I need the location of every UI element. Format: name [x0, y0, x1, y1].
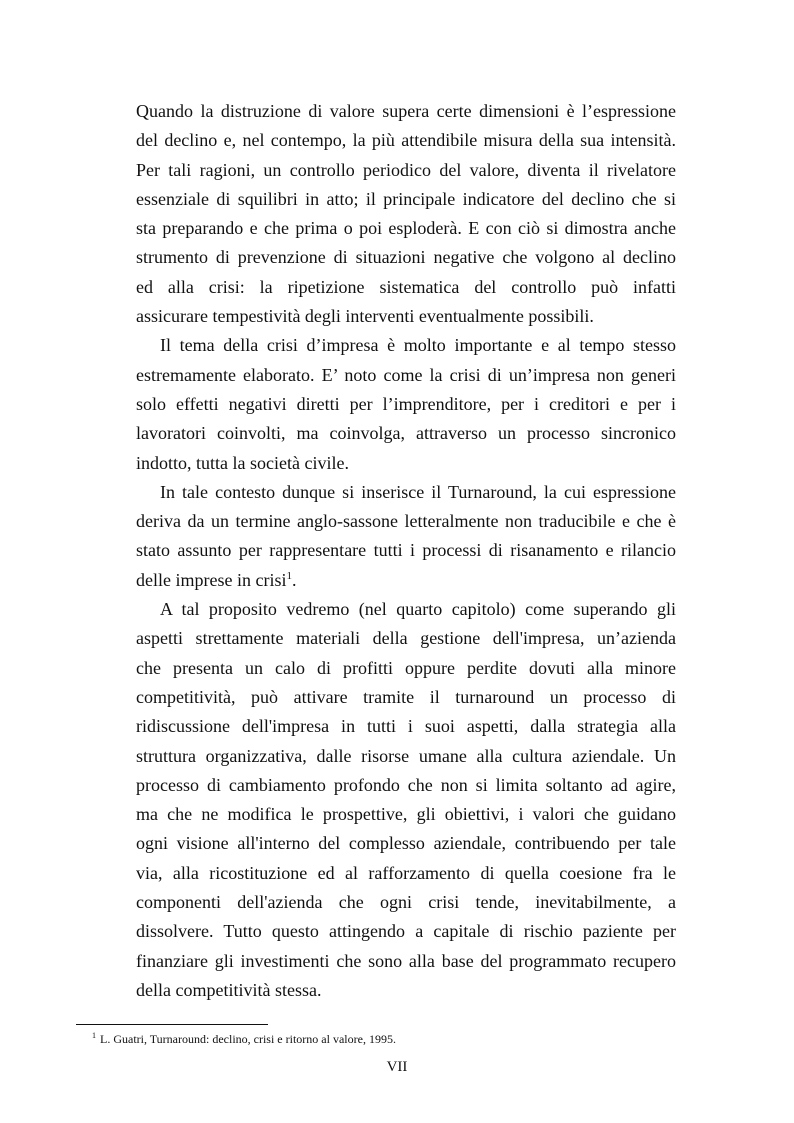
body-text — [136, 97, 676, 1005]
text-line: Quando la distruzione di valore supera certe dimensioni è l’espressione — [136, 101, 676, 121]
text-line — [136, 566, 676, 595]
text-line: ridiscussione dell'impresa in tutti i suoi aspetti, dalla strategia alla — [136, 716, 676, 737]
text-line: estremamente elaborato. E’ noto come la crisi di un’impresa non generi — [136, 364, 676, 385]
text-line: Per tali ragioni, un controllo periodico del valore, diventa il rivelatore — [136, 159, 676, 180]
paragraph — [136, 97, 676, 331]
text-line: aspetti strettamente materiali della gestione dell'impresa, un’azienda — [136, 628, 676, 649]
text-line: A tal proposito vedremo (nel quarto capitolo) come superando gli — [160, 599, 676, 620]
text-line: struttura organizzativa, dalle risorse umane alla cultura aziendale. Un — [136, 745, 676, 766]
text-line: Il tema della crisi d’impresa è molto importante e al tempo stesso — [160, 335, 676, 356]
footnote-number: 1 — [92, 1031, 96, 1040]
text-line: processo di cambiamento profondo che non si limita soltanto ad agire, — [136, 774, 676, 795]
footnote — [92, 1031, 396, 1047]
footnote-reference[interactable]: 1 — [286, 569, 292, 582]
text-line: solo effetti negativi diretti per l’imprenditore, per i creditori e per i — [136, 393, 676, 414]
footnote-text: L. Guatri, Turnaround: declino, crisi e ritorno al valore, 1995. — [100, 1032, 396, 1046]
paragraph — [136, 478, 676, 595]
page-number: VII — [386, 1059, 408, 1075]
text-line: deriva da un termine anglo-sassone letteralmente non traducibile e che è — [136, 511, 676, 532]
text-line: In tale contesto dunque si inserisce il Turnaround, la cui espressione — [160, 481, 676, 502]
text-line: finanziare gli investimenti che sono alla base del programmato recupero — [136, 950, 676, 971]
text-line: via, alla ricostituzione ed al rafforzamento di quella coesione fra le — [136, 862, 676, 883]
text-line: stato assunto per rappresentare tutti i processi di risanamento e rilancio — [136, 540, 676, 561]
text-line: sta preparando e che prima o poi esploderà. E con ciò si dimostra anche — [136, 218, 676, 239]
text-line: ogni visione all'interno del complesso aziendale, contribuendo per tale — [136, 833, 676, 854]
text-line: ma che ne modifica le prospettive, gli obiettivi, i valori che guidano — [136, 804, 676, 825]
text-line: che presenta un calo di profitti oppure perdite dovuti alla minore — [136, 657, 676, 678]
text-line: competitività, può attivare tramite il turnaround un processo di — [136, 686, 676, 707]
paragraph — [136, 595, 676, 1005]
text-line: dissolvere. Tutto questo attingendo a capitale di rischio paziente per — [136, 921, 676, 942]
text-line: essenziale di squilibri in atto; il principale indicatore del declino che si — [136, 188, 676, 209]
text-line: componenti dell'azienda che ogni crisi tende, inevitabilmente, a — [136, 892, 676, 913]
paragraph — [136, 331, 676, 477]
text-line: indotto, tutta la società civile. — [136, 452, 349, 473]
text-line-content: delle imprese in crisi — [136, 569, 287, 590]
text-line: della competitività stessa. — [136, 979, 322, 1000]
text-line: ed alla crisi: la ripetizione sistematica del controllo può infatti — [136, 276, 676, 297]
text-line-punctuation: . — [291, 569, 297, 590]
footnote-separator — [76, 1024, 268, 1025]
text-line: del declino e, nel contempo, la più attendibile misura della sua intensità. — [136, 130, 676, 151]
text-line: assicurare tempestività degli interventi eventualmente possibili. — [136, 306, 594, 327]
text-line: lavoratori coinvolti, ma coinvolga, attraverso un processo sincronico — [136, 423, 676, 444]
text-line: strumento di prevenzione di situazioni negative che volgono al declino — [136, 247, 676, 268]
